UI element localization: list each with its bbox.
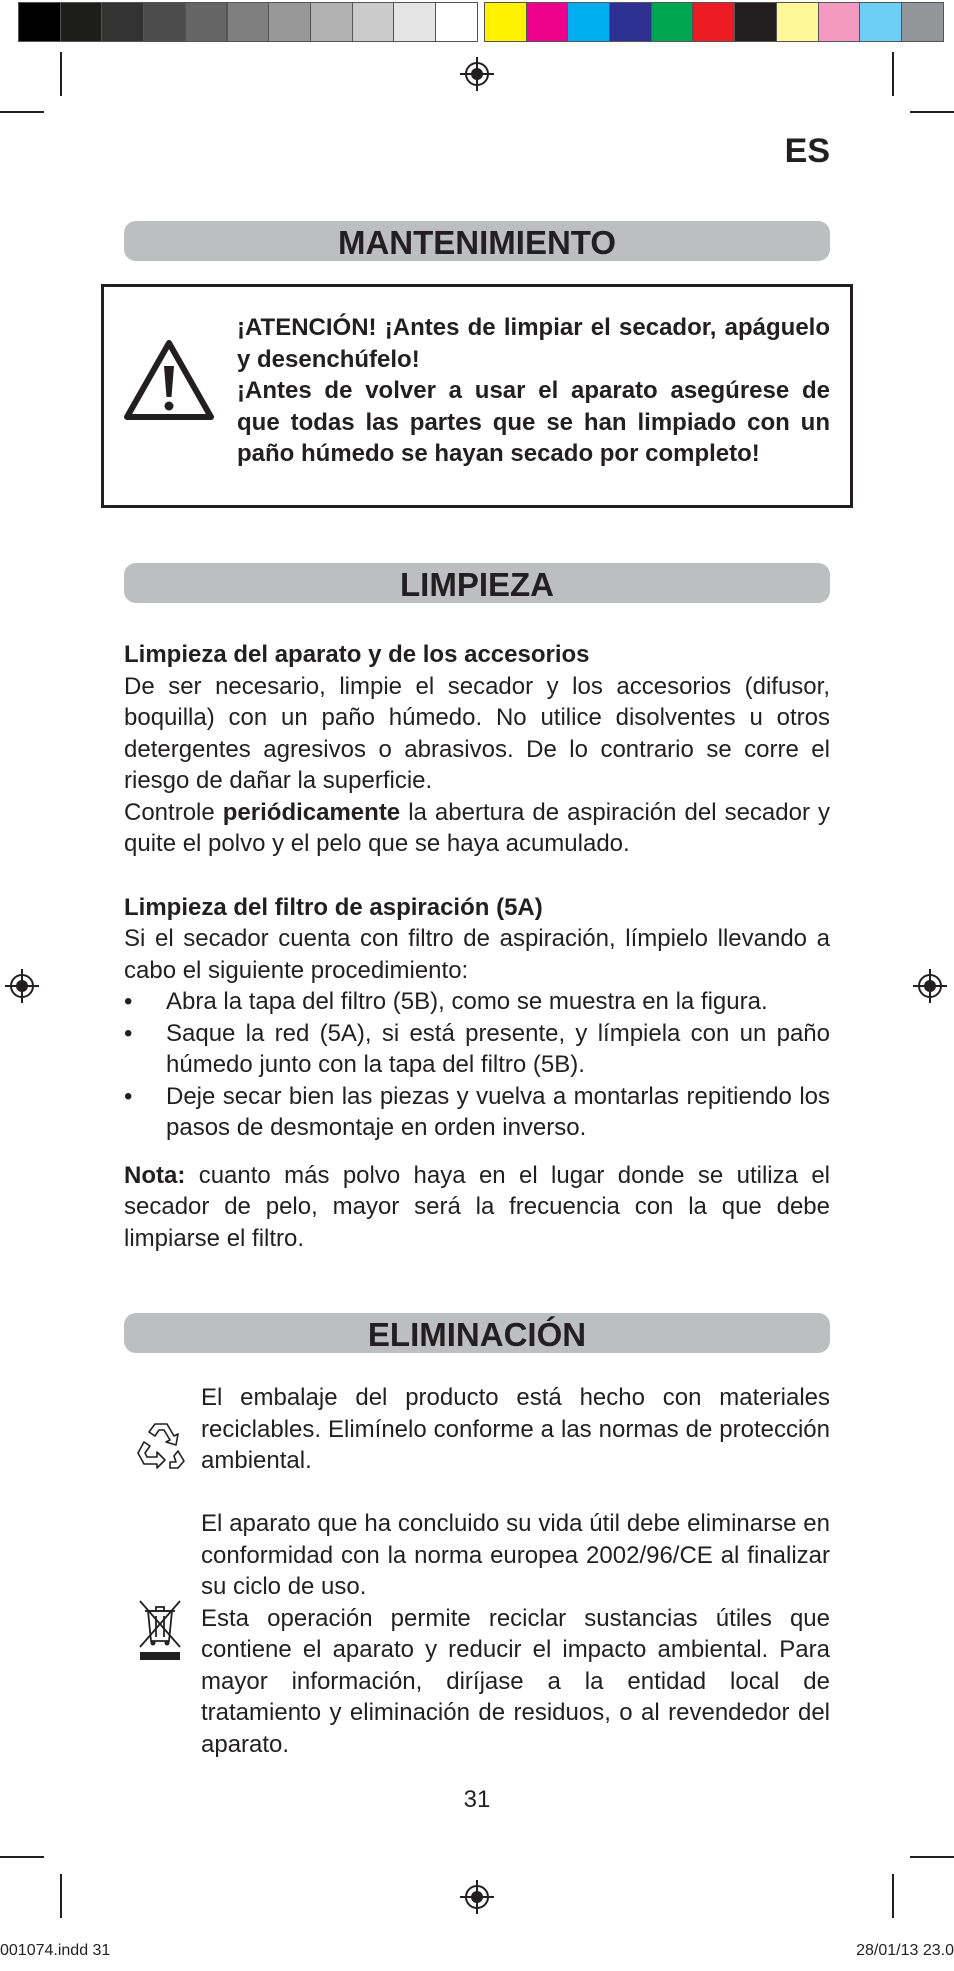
crop-mark	[892, 1874, 894, 1918]
registration-mark-icon	[913, 969, 947, 1003]
list-item-text: Deje secar bien las piezas y vuelva a montarlas repitiendo los pasos de desmontaje en orden inverso.	[166, 1082, 830, 1141]
weee-text	[201, 1508, 830, 1760]
gray-swatch	[435, 2, 478, 42]
color-swatch	[526, 2, 569, 42]
color-swatch	[651, 2, 694, 42]
gray-swatch	[143, 2, 186, 42]
list-item-text: Abra la tapa del filtro (5B), como se muestra en la figura.	[166, 988, 768, 1015]
paragraph: Si el secador cuenta con filtro de aspiración, límpielo llevando a cabo el siguiente procedimiento:	[124, 925, 830, 984]
color-swatch	[859, 2, 902, 42]
bullet: •	[124, 1019, 133, 1047]
list-item	[124, 1018, 830, 1081]
paragraph: El aparato que ha concluido su vida útil debe eliminarse en conformidad con la norma europea 2002/96/CE al finalizar su ciclo de uso.	[201, 1510, 830, 1600]
section-title-mantenimiento: MANTENIMIENTO	[124, 221, 830, 261]
warning-text	[237, 312, 830, 470]
emphasis: periódicamente	[222, 798, 401, 826]
color-swatch	[734, 2, 777, 42]
list-item-text: Saque la red (5A), si está presente, y límpiela con un paño húmedo junto con la tapa del filtro (5B).	[166, 1019, 830, 1078]
gray-swatch	[227, 2, 270, 42]
text: la abertura de aspiración del secador y quite el polvo y el pelo que se haya acumulado.	[124, 798, 830, 857]
crop-mark	[60, 1874, 62, 1918]
color-swatch	[609, 2, 652, 42]
paragraph	[124, 797, 830, 860]
gray-swatch	[18, 2, 61, 42]
paragraph: De ser necesario, limpie el secador y los accesorios (difusor, boquilla) con un paño húmedo. No utilice disolventes u otros detergentes agresivos o abrasivos. De lo contrario se corre el riesgo de dañar la superficie.	[124, 672, 830, 794]
section-title-eliminacion: ELIMINACIÓN	[124, 1313, 830, 1353]
section-title-limpieza: LIMPIEZA	[124, 563, 830, 603]
gray-swatch	[268, 2, 311, 42]
crop-mark	[910, 1856, 954, 1858]
color-swatch	[484, 2, 527, 42]
gray-swatch	[393, 2, 436, 42]
gray-swatch	[185, 2, 228, 42]
color-swatch	[901, 2, 944, 42]
crop-mark	[892, 52, 894, 96]
bullet: •	[124, 1082, 133, 1110]
color-swatch	[693, 2, 736, 42]
bullet-list	[124, 986, 830, 1144]
color-swatch	[818, 2, 861, 42]
note-text: cuanto más polvo haya en el lugar donde se utiliza el secador de pelo, mayor será la frecuencia con la que debe limpiarse el filtro.	[124, 1161, 830, 1252]
note-label: Nota:	[124, 1161, 186, 1189]
gray-swatch	[101, 2, 144, 42]
registration-mark-icon	[460, 1880, 494, 1914]
text: Controle	[124, 798, 223, 826]
limpieza-content	[124, 639, 830, 1254]
recycle-icon	[134, 1420, 188, 1472]
language-label: ES	[784, 132, 830, 170]
gray-swatch	[352, 2, 395, 42]
warning-line: ¡ATENCIÓN! ¡Antes de limpiar el secador, apáguelo y desenchúfelo!	[237, 314, 830, 373]
registration-mark-icon	[460, 57, 494, 91]
note	[124, 1160, 830, 1255]
list-item	[124, 1081, 830, 1144]
gray-swatch	[310, 2, 353, 42]
color-swatch	[567, 2, 610, 42]
crop-mark	[910, 111, 954, 113]
list-item	[124, 986, 830, 1018]
crossed-bin-icon	[137, 1597, 183, 1661]
subsection-title: Limpieza del aparato y de los accesorios	[124, 641, 590, 668]
registration-mark-icon	[5, 969, 39, 1003]
crop-mark	[60, 52, 62, 96]
gray-swatch	[60, 2, 103, 42]
bullet: •	[124, 988, 133, 1015]
subsection-title: Limpieza del filtro de aspiración (5A)	[124, 893, 543, 921]
color-swatch	[776, 2, 819, 42]
paragraph: Esta operación permite reciclar sustancias útiles que contiene el aparato y reducir el impacto ambiental. Para mayor información, diríjase a la entidad local de tratamiento y eliminación de residuos, o al revendedor del aparato.	[201, 1604, 830, 1758]
footer-date: 28/01/13 23.0	[856, 1942, 954, 1959]
crop-mark	[0, 1856, 44, 1858]
footer-filename: 001074.indd 31	[0, 1942, 111, 1959]
crop-mark	[0, 111, 44, 113]
warning-triangle-icon	[122, 338, 216, 422]
recycle-text: El embalaje del producto está hecho con materiales reciclables. Elimínelo conforme a las normas de protección ambiental.	[201, 1384, 830, 1474]
warning-line: ¡Antes de volver a usar el aparato asegúrese de que todas las partes que se han limpiado con un paño húmedo se hayan secado por completo!	[237, 377, 830, 467]
page-number: 31	[463, 1786, 491, 1813]
